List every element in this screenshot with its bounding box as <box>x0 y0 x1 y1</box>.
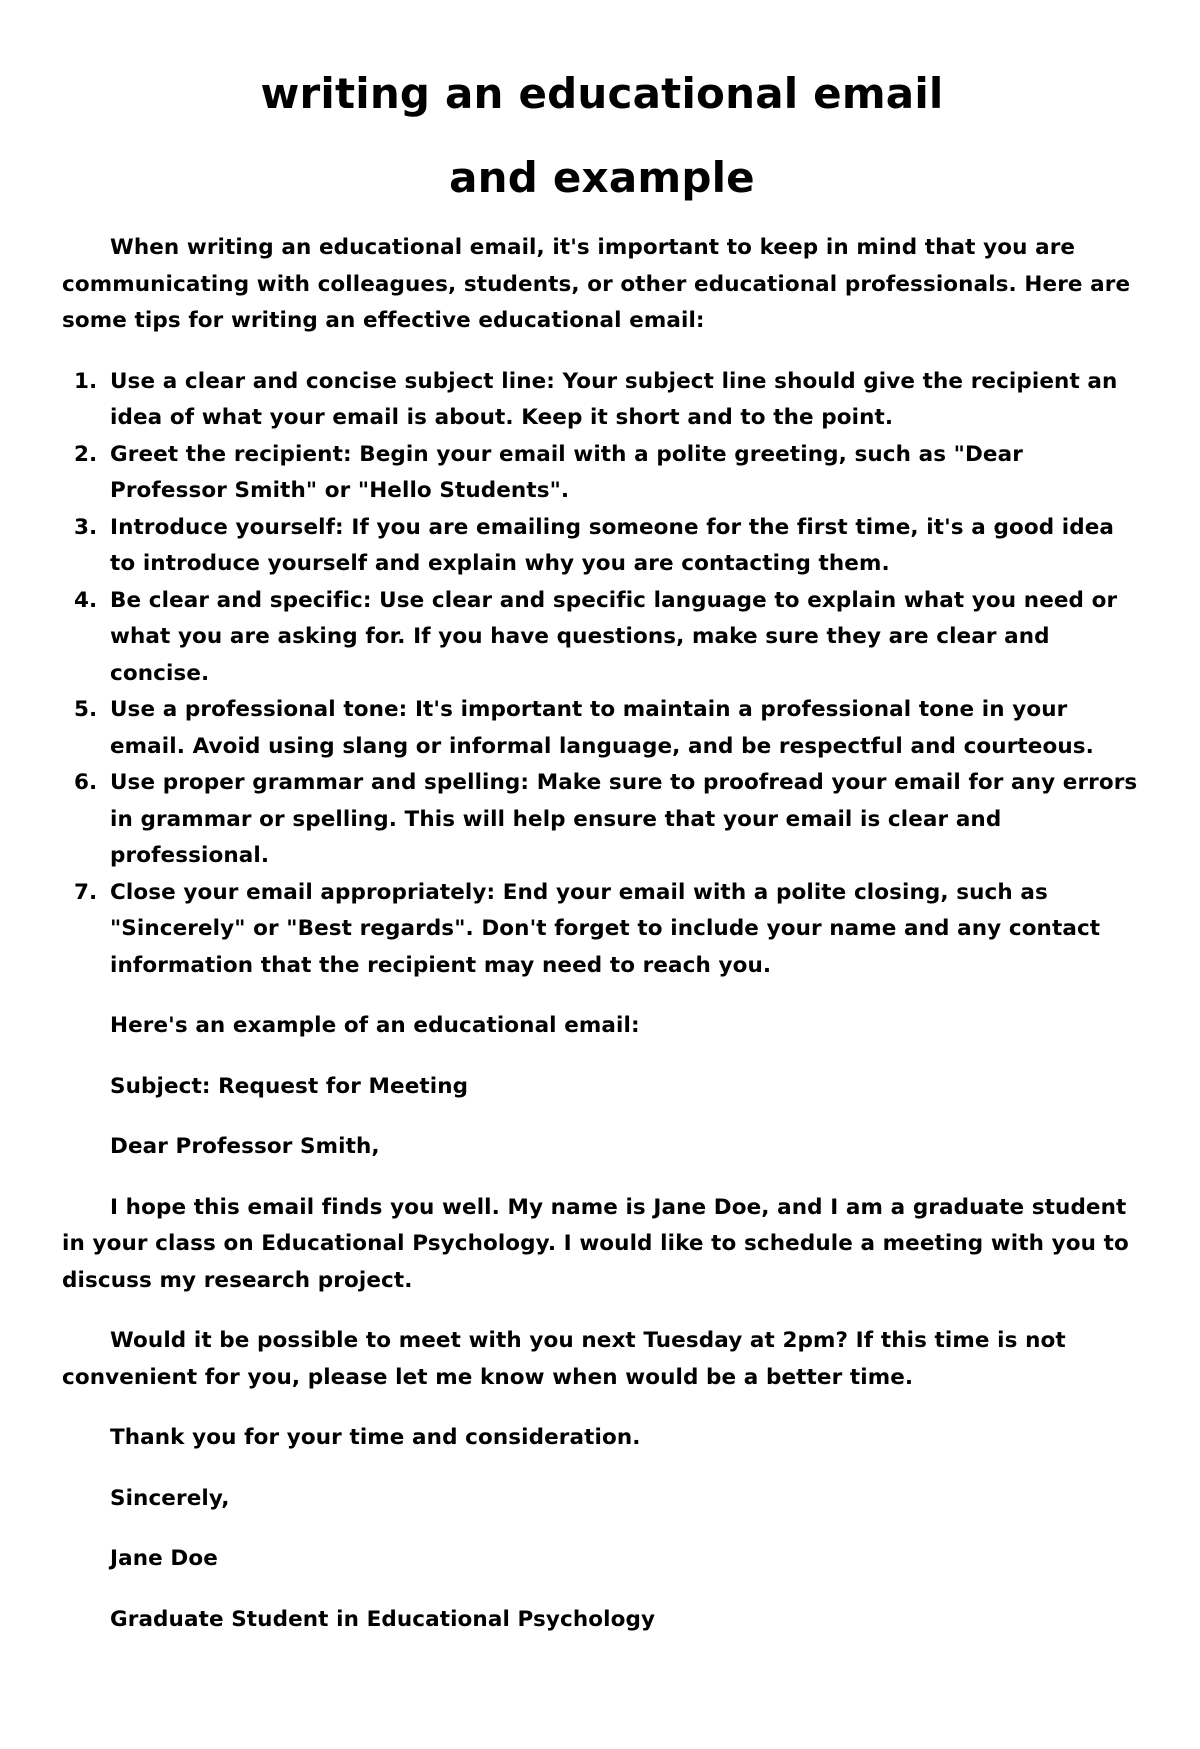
list-item <box>62 437 1142 510</box>
document-body <box>62 230 1142 1638</box>
list-item <box>62 692 1142 765</box>
list-item-text: Use a clear and concise subject line: Your subject line should give the recipient an idea of what your email is about. Keep it short and to the point. <box>110 368 1118 430</box>
email-thanks: Thank you for your time and consideration. <box>110 1425 641 1450</box>
list-item <box>62 875 1142 985</box>
list-item-number: 4. <box>74 587 98 613</box>
email-greeting: Dear Professor Smith, <box>110 1134 380 1159</box>
example-intro: Here's an example of an educational email: <box>110 1013 640 1038</box>
list-item <box>62 364 1142 437</box>
list-item-number: 7. <box>74 879 98 905</box>
document-page <box>62 52 1142 1662</box>
intro-paragraph: When writing an educational email, it's important to keep in mind that you are communicating with colleagues, students, or other educational professionals. Here are some tips for writing an effective educational email: <box>62 235 1131 333</box>
list-item <box>62 765 1142 875</box>
document-title-line-2: and example <box>449 153 755 202</box>
list-item-text: Be clear and specific: Use clear and specific language to explain what you need or what you are asking for. If you have questions, make sure they are clear and concise. <box>110 587 1118 686</box>
list-item-number: 2. <box>74 441 98 467</box>
list-item-text: Greet the recipient: Begin your email with a polite greeting, such as "Dear Professor Smith" or "Hello Students". <box>110 441 1023 503</box>
list-item-number: 5. <box>74 697 98 722</box>
email-sender-title: Graduate Student in Educational Psychology <box>110 1606 656 1632</box>
list-item <box>62 583 1142 693</box>
email-paragraph-2: Would it be possible to meet with you next Tuesday at 2pm? If this time is not convenient for you, please let me know when would be a better time. <box>62 1328 1066 1390</box>
list-item <box>62 510 1142 583</box>
list-item-text: Introduce yourself: If you are emailing someone for the first time, it's a good idea to introduce yourself and explain why you are contacting them. <box>110 514 1115 576</box>
email-closing: Sincerely, <box>110 1485 230 1511</box>
document-title-line-1: writing an educational email <box>260 69 944 118</box>
list-item-text: Use a professional tone: It's important to maintain a professional tone in your email. Avoid using slang or informal language, and be respectful and courteous. <box>110 697 1094 759</box>
list-item-text: Close your email appropriately: End your email with a polite closing, such as "Sincerely" or "Best regards". Don't forget to include your name and any contact information that the recipient may need to reach you. <box>110 879 1101 978</box>
email-paragraph-1: I hope this email finds you well. My name is Jane Doe, and I am a graduate student in your class on Educational Psychology. I would like to schedule a meeting with you to discuss my research project. <box>62 1194 1129 1293</box>
tips-list <box>62 364 1142 985</box>
list-item-number: 1. <box>74 368 98 394</box>
email-subject: Subject: Request for Meeting <box>110 1073 469 1099</box>
list-item-number: 6. <box>74 770 98 795</box>
list-item-text: Use proper grammar and spelling: Make sure to proofread your email for any errors in grammar or spelling. This will help ensure that your email is clear and professional. <box>110 770 1138 868</box>
list-item-number: 3. <box>74 514 98 540</box>
email-sender-name: Jane Doe <box>110 1546 218 1571</box>
